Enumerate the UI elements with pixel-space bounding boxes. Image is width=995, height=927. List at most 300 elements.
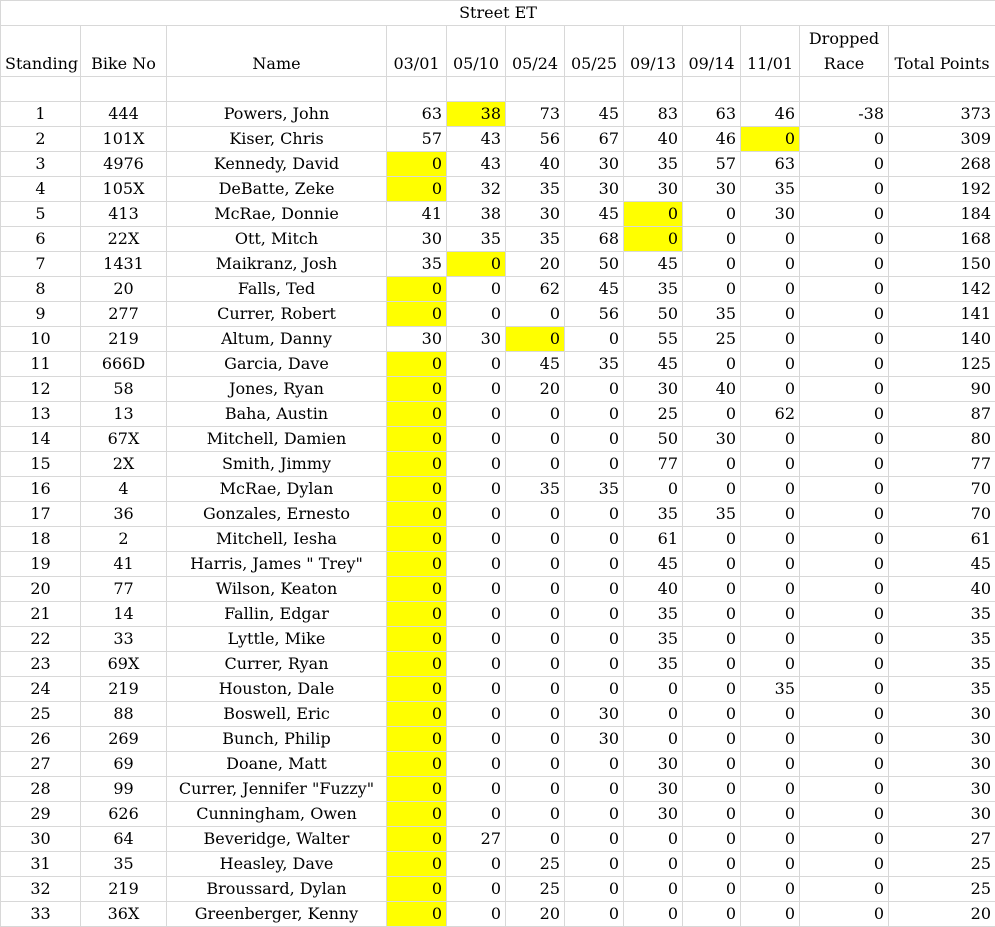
standing-cell: 2 xyxy=(1,127,81,152)
score-cell-highlighted: 0 xyxy=(387,627,447,652)
standing-cell: 26 xyxy=(1,727,81,752)
score-cell: 56 xyxy=(506,127,565,152)
header-dropped-line2: Race xyxy=(800,51,889,77)
score-cell: 0 xyxy=(565,827,624,852)
score-cell: 50 xyxy=(624,427,683,452)
score-cell: 0 xyxy=(506,827,565,852)
score-cell: 30 xyxy=(741,202,800,227)
score-cell: 40 xyxy=(683,377,741,402)
name-cell: Baha, Austin xyxy=(167,402,387,427)
table-row xyxy=(1,827,995,852)
score-cell: 0 xyxy=(565,902,624,927)
total-points-cell: 35 xyxy=(889,652,995,677)
score-cell: 35 xyxy=(624,602,683,627)
dropped-race-cell: 0 xyxy=(800,602,889,627)
standing-cell: 33 xyxy=(1,902,81,927)
total-points-cell: 80 xyxy=(889,427,995,452)
score-cell-highlighted: 0 xyxy=(447,252,506,277)
total-points-cell: 30 xyxy=(889,802,995,827)
score-cell: 0 xyxy=(741,452,800,477)
score-cell: 0 xyxy=(683,677,741,702)
total-points-cell: 141 xyxy=(889,302,995,327)
bike-no-cell: 20 xyxy=(81,277,167,302)
score-cell: 0 xyxy=(447,727,506,752)
score-cell: 35 xyxy=(506,227,565,252)
dropped-race-cell: 0 xyxy=(800,577,889,602)
header-date: 09/14 xyxy=(683,51,741,77)
score-cell: 0 xyxy=(683,802,741,827)
score-cell: 43 xyxy=(447,127,506,152)
bike-no-cell: 41 xyxy=(81,552,167,577)
score-cell: 0 xyxy=(741,427,800,452)
bike-no-cell: 269 xyxy=(81,727,167,752)
score-cell: 35 xyxy=(741,677,800,702)
total-points-cell: 268 xyxy=(889,152,995,177)
dropped-race-cell: 0 xyxy=(800,227,889,252)
score-cell: 0 xyxy=(741,602,800,627)
header-dropped-line1: Dropped xyxy=(800,26,889,52)
score-cell: 35 xyxy=(506,477,565,502)
score-cell: 0 xyxy=(447,302,506,327)
total-points-cell: 184 xyxy=(889,202,995,227)
score-cell: 0 xyxy=(565,327,624,352)
score-cell-highlighted: 0 xyxy=(387,902,447,927)
standing-cell: 11 xyxy=(1,352,81,377)
bike-no-cell: 277 xyxy=(81,302,167,327)
score-cell: 0 xyxy=(683,852,741,877)
standing-cell: 10 xyxy=(1,327,81,352)
score-cell: 83 xyxy=(624,102,683,127)
score-cell: 35 xyxy=(741,177,800,202)
name-cell: Mitchell, Damien xyxy=(167,427,387,452)
header-name: Name xyxy=(167,51,387,77)
score-cell: 0 xyxy=(741,377,800,402)
score-cell: 0 xyxy=(741,852,800,877)
score-cell: 50 xyxy=(624,302,683,327)
table-row xyxy=(1,702,995,727)
table-row xyxy=(1,302,995,327)
score-cell: 63 xyxy=(387,102,447,127)
table-row xyxy=(1,277,995,302)
score-cell: 0 xyxy=(447,377,506,402)
score-cell: 0 xyxy=(683,702,741,727)
score-cell-highlighted: 0 xyxy=(387,527,447,552)
score-cell: 0 xyxy=(506,577,565,602)
score-cell: 30 xyxy=(624,752,683,777)
score-cell: 50 xyxy=(565,252,624,277)
total-points-cell: 192 xyxy=(889,177,995,202)
score-cell: 0 xyxy=(683,752,741,777)
total-points-cell: 30 xyxy=(889,752,995,777)
total-points-cell: 125 xyxy=(889,352,995,377)
table-row xyxy=(1,627,995,652)
score-cell-highlighted: 0 xyxy=(387,302,447,327)
score-cell: 67 xyxy=(565,127,624,152)
name-cell: Cunningham, Owen xyxy=(167,802,387,827)
score-cell: 0 xyxy=(506,452,565,477)
score-cell: 0 xyxy=(506,427,565,452)
score-cell-highlighted: 0 xyxy=(387,877,447,902)
dropped-race-cell: 0 xyxy=(800,652,889,677)
name-cell: Currer, Jennifer "Fuzzy" xyxy=(167,777,387,802)
score-cell-highlighted: 0 xyxy=(387,652,447,677)
score-cell: 0 xyxy=(624,702,683,727)
score-cell: 0 xyxy=(683,352,741,377)
score-cell-highlighted: 0 xyxy=(387,377,447,402)
score-cell: 0 xyxy=(741,477,800,502)
bike-no-cell: 4 xyxy=(81,477,167,502)
score-cell: 0 xyxy=(624,852,683,877)
standing-cell: 4 xyxy=(1,177,81,202)
score-cell: 0 xyxy=(683,402,741,427)
score-cell: 0 xyxy=(741,227,800,252)
score-cell-highlighted: 0 xyxy=(506,327,565,352)
score-cell: 30 xyxy=(387,227,447,252)
sheet-title: Street ET xyxy=(1,1,995,26)
score-cell: 38 xyxy=(447,202,506,227)
score-cell: 20 xyxy=(506,377,565,402)
dropped-race-cell: 0 xyxy=(800,877,889,902)
score-cell: 0 xyxy=(683,877,741,902)
score-cell: 0 xyxy=(565,502,624,527)
score-cell: 0 xyxy=(624,477,683,502)
score-cell: 0 xyxy=(624,677,683,702)
score-cell: 43 xyxy=(447,152,506,177)
score-cell: 0 xyxy=(506,752,565,777)
score-cell: 30 xyxy=(506,202,565,227)
name-cell: Falls, Ted xyxy=(167,277,387,302)
name-cell: McRae, Donnie xyxy=(167,202,387,227)
dropped-race-cell: 0 xyxy=(800,527,889,552)
score-cell: 0 xyxy=(683,277,741,302)
bike-no-cell: 626 xyxy=(81,802,167,827)
bike-no-cell: 101X xyxy=(81,127,167,152)
standing-cell: 15 xyxy=(1,452,81,477)
bike-no-cell: 2X xyxy=(81,452,167,477)
name-cell: Altum, Danny xyxy=(167,327,387,352)
score-cell: 0 xyxy=(565,377,624,402)
standing-cell: 23 xyxy=(1,652,81,677)
score-cell: 0 xyxy=(741,752,800,777)
dropped-race-cell: 0 xyxy=(800,677,889,702)
total-points-cell: 30 xyxy=(889,777,995,802)
score-cell: 35 xyxy=(683,502,741,527)
score-cell: 0 xyxy=(565,577,624,602)
standing-cell: 30 xyxy=(1,827,81,852)
total-points-cell: 150 xyxy=(889,252,995,277)
total-points-cell: 309 xyxy=(889,127,995,152)
bike-no-cell: 413 xyxy=(81,202,167,227)
score-cell: 0 xyxy=(741,502,800,527)
score-cell: 45 xyxy=(565,277,624,302)
score-cell: 30 xyxy=(624,802,683,827)
score-cell: 30 xyxy=(624,177,683,202)
score-cell: 30 xyxy=(624,377,683,402)
score-cell: 0 xyxy=(447,502,506,527)
score-cell: 0 xyxy=(683,652,741,677)
name-cell: DeBatte, Zeke xyxy=(167,177,387,202)
score-cell: 30 xyxy=(565,702,624,727)
bike-no-cell: 99 xyxy=(81,777,167,802)
table-row xyxy=(1,227,995,252)
name-cell: McRae, Dylan xyxy=(167,477,387,502)
score-cell: 68 xyxy=(565,227,624,252)
score-cell: 0 xyxy=(741,252,800,277)
table-row xyxy=(1,427,995,452)
total-points-cell: 25 xyxy=(889,877,995,902)
score-cell: 0 xyxy=(506,527,565,552)
bike-no-cell: 4976 xyxy=(81,152,167,177)
bike-no-cell: 219 xyxy=(81,677,167,702)
score-cell: 25 xyxy=(506,852,565,877)
score-cell-highlighted: 38 xyxy=(447,102,506,127)
name-cell: Boswell, Eric xyxy=(167,702,387,727)
header-date: 05/10 xyxy=(447,51,506,77)
score-cell: 0 xyxy=(506,777,565,802)
table-row xyxy=(1,102,995,127)
score-cell: 20 xyxy=(506,902,565,927)
dropped-race-cell: 0 xyxy=(800,402,889,427)
score-cell: 0 xyxy=(447,777,506,802)
bike-no-cell: 33 xyxy=(81,627,167,652)
score-cell: 0 xyxy=(565,752,624,777)
bike-no-cell: 36X xyxy=(81,902,167,927)
score-cell: 0 xyxy=(741,577,800,602)
score-cell: 62 xyxy=(741,402,800,427)
score-cell: 0 xyxy=(683,202,741,227)
standing-cell: 19 xyxy=(1,552,81,577)
total-points-cell: 61 xyxy=(889,527,995,552)
bike-no-cell: 35 xyxy=(81,852,167,877)
score-cell: 0 xyxy=(447,677,506,702)
score-cell: 0 xyxy=(565,402,624,427)
score-cell: 0 xyxy=(683,602,741,627)
score-cell: 0 xyxy=(447,702,506,727)
score-cell-highlighted: 0 xyxy=(387,552,447,577)
header-date: 03/01 xyxy=(387,51,447,77)
score-cell-highlighted: 0 xyxy=(387,777,447,802)
score-cell: 0 xyxy=(624,827,683,852)
score-cell: 0 xyxy=(683,727,741,752)
standing-cell: 6 xyxy=(1,227,81,252)
bike-no-cell: 67X xyxy=(81,427,167,452)
total-points-cell: 87 xyxy=(889,402,995,427)
score-cell: 46 xyxy=(741,102,800,127)
header-standing: Standing xyxy=(1,51,81,77)
score-cell: 57 xyxy=(683,152,741,177)
score-cell-highlighted: 0 xyxy=(741,127,800,152)
score-cell-highlighted: 0 xyxy=(387,727,447,752)
dropped-race-cell: 0 xyxy=(800,452,889,477)
score-cell: 40 xyxy=(624,127,683,152)
score-cell: 0 xyxy=(506,502,565,527)
score-cell: 0 xyxy=(447,602,506,627)
table-row xyxy=(1,802,995,827)
bike-no-cell: 2 xyxy=(81,527,167,552)
name-cell: Broussard, Dylan xyxy=(167,877,387,902)
blank-row xyxy=(1,77,995,102)
dropped-race-cell: 0 xyxy=(800,902,889,927)
score-cell: 0 xyxy=(683,552,741,577)
name-cell: Currer, Ryan xyxy=(167,652,387,677)
name-cell: Wilson, Keaton xyxy=(167,577,387,602)
score-cell: 0 xyxy=(683,252,741,277)
name-cell: Harris, James " Trey" xyxy=(167,552,387,577)
score-cell: 0 xyxy=(506,802,565,827)
score-cell: 35 xyxy=(565,477,624,502)
score-cell: 0 xyxy=(565,802,624,827)
score-cell: 0 xyxy=(506,652,565,677)
score-cell: 0 xyxy=(506,627,565,652)
score-cell: 40 xyxy=(506,152,565,177)
table-row xyxy=(1,402,995,427)
score-cell: 56 xyxy=(565,302,624,327)
dropped-race-cell: 0 xyxy=(800,627,889,652)
table-row xyxy=(1,677,995,702)
table-row xyxy=(1,652,995,677)
table-row xyxy=(1,127,995,152)
table-row xyxy=(1,577,995,602)
score-cell: 35 xyxy=(624,502,683,527)
bike-no-cell: 219 xyxy=(81,877,167,902)
score-cell: 25 xyxy=(683,327,741,352)
score-cell: 30 xyxy=(565,152,624,177)
total-points-cell: 20 xyxy=(889,902,995,927)
bike-no-cell: 14 xyxy=(81,602,167,627)
header-date: 09/13 xyxy=(624,51,683,77)
score-cell: 0 xyxy=(741,877,800,902)
table-row xyxy=(1,327,995,352)
score-cell: 0 xyxy=(447,552,506,577)
score-cell: 0 xyxy=(565,852,624,877)
standing-cell: 13 xyxy=(1,402,81,427)
name-cell: Jones, Ryan xyxy=(167,377,387,402)
dropped-race-cell: 0 xyxy=(800,352,889,377)
standing-cell: 31 xyxy=(1,852,81,877)
total-points-cell: 142 xyxy=(889,277,995,302)
score-cell: 0 xyxy=(683,627,741,652)
score-cell: 0 xyxy=(565,627,624,652)
score-cell: 0 xyxy=(506,552,565,577)
dropped-race-cell: 0 xyxy=(800,827,889,852)
score-cell: 0 xyxy=(447,452,506,477)
score-cell: 45 xyxy=(624,352,683,377)
score-cell: 0 xyxy=(506,602,565,627)
score-cell: 45 xyxy=(624,252,683,277)
dropped-race-cell: 0 xyxy=(800,477,889,502)
score-cell: 0 xyxy=(565,652,624,677)
bike-no-cell: 64 xyxy=(81,827,167,852)
total-points-cell: 35 xyxy=(889,627,995,652)
score-cell: 46 xyxy=(683,127,741,152)
score-cell: 30 xyxy=(683,177,741,202)
score-cell: 30 xyxy=(387,327,447,352)
score-cell: 0 xyxy=(447,652,506,677)
score-cell: 63 xyxy=(741,152,800,177)
name-cell: Ott, Mitch xyxy=(167,227,387,252)
name-cell: Kennedy, David xyxy=(167,152,387,177)
score-cell-highlighted: 0 xyxy=(387,702,447,727)
header-date: 05/24 xyxy=(506,51,565,77)
score-cell-highlighted: 0 xyxy=(387,752,447,777)
score-cell: 0 xyxy=(741,802,800,827)
standing-cell: 7 xyxy=(1,252,81,277)
dropped-race-cell: 0 xyxy=(800,552,889,577)
score-cell: 0 xyxy=(447,877,506,902)
score-cell: 0 xyxy=(506,677,565,702)
score-cell: 0 xyxy=(447,852,506,877)
score-cell: 0 xyxy=(447,477,506,502)
score-cell: 0 xyxy=(447,627,506,652)
score-cell-highlighted: 0 xyxy=(624,202,683,227)
bike-no-cell: 105X xyxy=(81,177,167,202)
score-cell-highlighted: 0 xyxy=(387,402,447,427)
score-cell: 73 xyxy=(506,102,565,127)
name-cell: Mitchell, Iesha xyxy=(167,527,387,552)
score-cell-highlighted: 0 xyxy=(387,452,447,477)
total-points-cell: 70 xyxy=(889,477,995,502)
table-row xyxy=(1,202,995,227)
score-cell: 25 xyxy=(624,402,683,427)
score-cell: 35 xyxy=(624,152,683,177)
score-cell: 35 xyxy=(447,227,506,252)
score-cell: 55 xyxy=(624,327,683,352)
total-points-cell: 35 xyxy=(889,677,995,702)
score-cell: 40 xyxy=(624,577,683,602)
score-cell: 0 xyxy=(565,527,624,552)
score-cell: 0 xyxy=(741,627,800,652)
score-cell: 0 xyxy=(565,877,624,902)
score-cell: 0 xyxy=(741,702,800,727)
score-cell: 0 xyxy=(506,302,565,327)
score-cell: 35 xyxy=(565,352,624,377)
bike-no-cell: 36 xyxy=(81,502,167,527)
score-cell: 0 xyxy=(741,327,800,352)
score-cell: 0 xyxy=(447,902,506,927)
dropped-race-cell: 0 xyxy=(800,427,889,452)
score-cell: 63 xyxy=(683,102,741,127)
dropped-race-cell: 0 xyxy=(800,277,889,302)
standing-cell: 28 xyxy=(1,777,81,802)
score-cell: 27 xyxy=(447,827,506,852)
score-cell: 30 xyxy=(565,177,624,202)
score-cell: 0 xyxy=(741,277,800,302)
name-cell: Currer, Robert xyxy=(167,302,387,327)
bike-no-cell: 13 xyxy=(81,402,167,427)
score-cell: 0 xyxy=(741,552,800,577)
header-date: 11/01 xyxy=(741,51,800,77)
score-cell: 0 xyxy=(683,827,741,852)
name-cell: Maikranz, Josh xyxy=(167,252,387,277)
table-row xyxy=(1,602,995,627)
score-cell-highlighted: 0 xyxy=(387,677,447,702)
standing-cell: 20 xyxy=(1,577,81,602)
dropped-race-cell: 0 xyxy=(800,377,889,402)
score-cell: 0 xyxy=(447,402,506,427)
total-points-cell: 373 xyxy=(889,102,995,127)
table-row xyxy=(1,377,995,402)
score-cell: 0 xyxy=(624,877,683,902)
standing-cell: 27 xyxy=(1,752,81,777)
table-row xyxy=(1,477,995,502)
table-row xyxy=(1,902,995,927)
dropped-race-cell: 0 xyxy=(800,752,889,777)
total-points-cell: 45 xyxy=(889,552,995,577)
bike-no-cell: 1431 xyxy=(81,252,167,277)
score-cell: 35 xyxy=(624,627,683,652)
total-points-cell: 30 xyxy=(889,702,995,727)
score-cell: 0 xyxy=(741,527,800,552)
